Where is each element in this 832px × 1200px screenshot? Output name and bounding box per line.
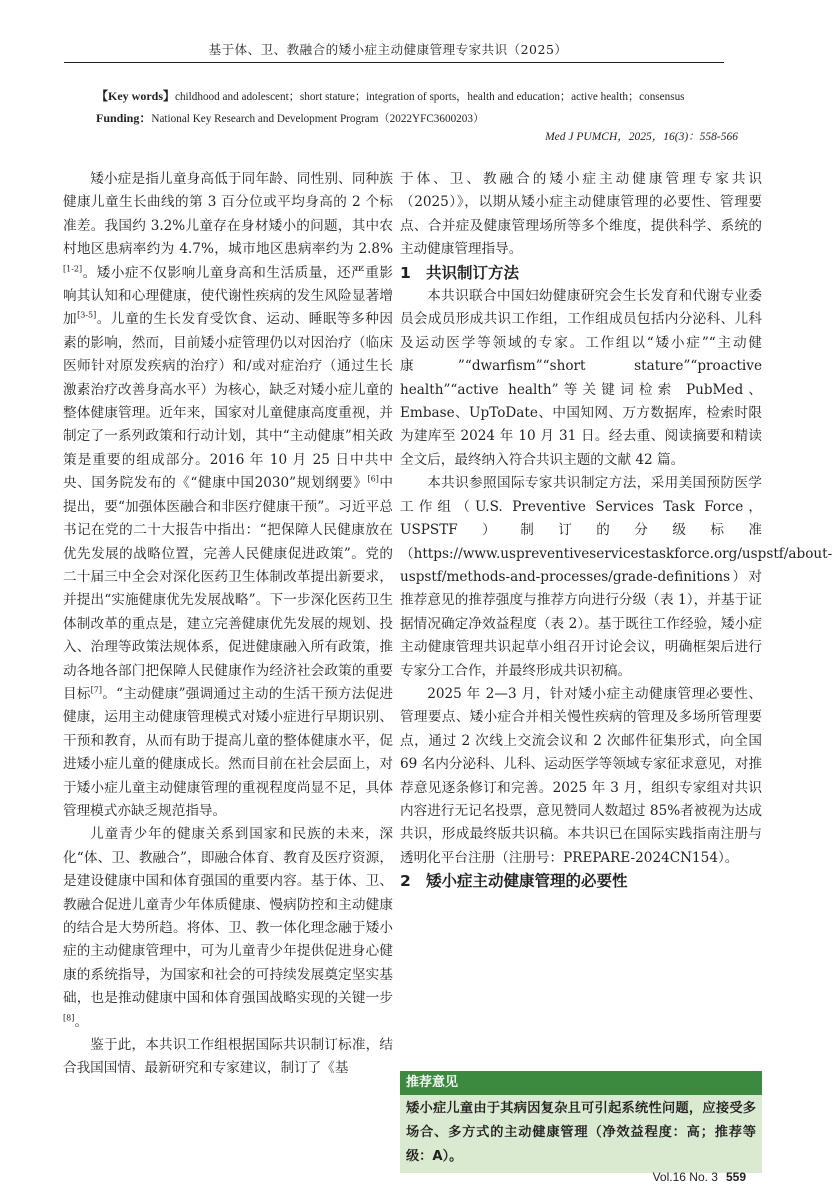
section-1-heading [400,262,762,285]
running-header: 基于体、卫、教融合的矮小症主动健康管理专家共识（2025） [208,42,568,57]
reference-marker: [8] [63,1013,75,1023]
section-1-paragraph-3: 2025 年 2—3 月，针对矮小症主动健康管理必要性、管理要点、矮小症合并相关慢性疾病的管理及多场所管理要点，通过 2 次线上交流会议和 2 次邮件征集形式，向全国 69 名内分泌科、儿科、运动医学等领域专家征求意见，对推荐意见逐条修订和完善。2025 年 3 月，组织专家组对共识内容进行无记名投票，意见赞同人数超过 85%者被视为达成共识，形成最终版共识稿。本共识已在国际实践指南注册与透明化平台注册（注册号：PREPARE-2024CN154）。 [400,685,762,866]
text-run: 。矮小症不仅影响儿童身高和生活质量，还严重影响其认知和心理健康，使代谢性疾病的发生风险显著增加 [63,264,393,328]
intro-paragraph-1 [63,168,393,823]
keywords-label: 【Key words】 [96,89,175,103]
section-1-paragraph-1: 本共识联合中国妇幼健康研究会生长发育和代谢专业委员会成员形成共识工作组，工作组成员包括内分泌科、儿科及运动医学等领域的专家。工作组以“矮小症”“主动健康”“dwarfism”“short stature”“proactive health”“active health”等关键词检索 PubMed、Embase、UpToDate、中国知网、万方数据库，检索时限为建库至 2024 年 10 月 31 日。经去重、阅读摘要和精读全文后，最终纳入符合共识主题的文献 42 篇。 [400,288,762,468]
volume-issue: Vol.16 No. 3 [652,1170,718,1184]
page-footer [653,1170,746,1184]
text-run: 儿童青少年的健康关系到国家和民族的未来，深化“体、卫、教融合”，即融合体育、教育及医疗资源，是建设健康中国和体育强国的重要内容。基于体、卫、教融合促进儿童青少年体质健康、慢病防控和主动健康的结合是大势所趋。将体、卫、教一体化理念融于矮小症的主动健康管理中，可为儿童青少年提供促进身心健康的系统指导，为国家和社会的可持续发展奠定坚实基础，也是推动健康中国和体育强国战略实现的关键一步 [63,826,393,1007]
recommendation-title: 推荐意见 [400,1071,762,1095]
section-title: 共识制订方法 [426,263,520,282]
intro-paragraph-3: 鉴于此，本共识工作组根据国际共识制订标准，结合我国国情、最新研究和专家建议，制订了《基 [63,1037,393,1077]
keywords-line [96,86,736,108]
text-run: 。 [74,1013,88,1030]
section-number: 1 [400,263,411,282]
intro-paragraph-2 [63,823,393,1034]
keywords-text: childhood and adolescent；short stature；integration of sports，health and education；active health；consensus [175,91,685,103]
section-2-heading [400,870,762,893]
reference-marker: [6] [367,474,379,484]
journal-citation: Med J PUMCH，2025，16(3)：558-566 [545,131,738,143]
section-title: 矮小症主动健康管理的必要性 [426,872,628,891]
recommendation-box [400,1071,762,1173]
section-1-paragraph-2: 本共识参照国际专家共识制定方法，采用美国预防医学工作组（U.S. Preventive Services Task Force，USPSTF）制订的分级标准（https://www.uspreventiveservicestaskforce.org/uspstf/about-uspstf/methods-and-processes/grade-definitions）对推荐意见的推荐强度与推荐方向进行分级（表 1），并基于证据情况确定净效益程度（表 2）。基于既往工作经验，矮小症主动健康管理共识起草小组召开讨论会议，明确框架后进行专家分工合作，并最终形成共识初稿。 [400,475,832,679]
header-rule [64,62,724,63]
reference-marker: [7] [90,685,103,695]
text-run: 。儿童的生长发育受饮食、运动、睡眠等多种因素的影响，然而，目前矮小症管理仍以对因治疗（临床医师针对原发疾病的治疗）和/或对症治疗（通过生长激素治疗改善身高水平）为核心，缺乏对矮小症儿童的整体健康管理。近年来，国家对儿童健康高度重视，并制定了一系列政策和行动计划，其中“主动健康”相关政策是重要的组成部分。2016 年 10 月 25 日中共中央、国务院发布的《“健康中国2030”规划纲要》 [63,311,394,492]
text-run: 中提出，要“加强体医融合和非医疗健康干预”。习近平总书记在党的二十大报告中指出：“把保障人民健康放在优先发展的战略位置，完善人民健康促进政策”。党的二十届三中全会对深化医药卫生体制改革提出新要求，并提出“实施健康优先发展战略”。下一步深化医药卫生体制改革的重点是，建立完善健康优先发展的规划、投入、治理等政策法规体系，促进健康融入所有政策，推动各地各部门把保障人民健康作为经济社会政策的重要目标 [63,475,394,702]
text-run: 矮小症是指儿童身高低于同年龄、同性别、同种族健康儿童生长曲线的第 3 百分位或平均身高的 2 个标准差。我国约 3.2%儿童存在身材矮小的问题，其中农村地区患病率约为 4.7%，城市地区患病率约为 2.8% [63,171,393,258]
left-column [63,168,393,1081]
page-number: 559 [725,1170,746,1184]
right-column [400,168,832,894]
intro-paragraph-3-continued: 于体、卫、教融合的矮小症主动健康管理专家共识（2025）》，以期从矮小症主动健康管理的必要性、管理要点、合并症及健康管理场所等多个维度，提供科学、系统的主动健康管理指导。 [400,171,762,258]
reference-marker: [1-2] [63,264,83,274]
keywords-block [96,86,736,130]
text-run: 。“主动健康”强调通过主动的生活干预方法促进健康，运用主动健康管理模式对矮小症进行早期识别、干预和教育，从而有助于提高儿童的整体健康水平，促进矮小症儿童的健康成长。然而目前在社会层面上，对于矮小症儿童主动健康管理的重视程度尚显不足，具体管理模式亦缺乏规范指导。 [63,685,394,819]
section-number: 2 [400,872,411,891]
funding-text: National Key Research and Development Program（2022YFC3600203） [151,113,485,125]
recommendation-body: 矮小症儿童由于其病因复杂且可引起系统性问题，应接受多场合、多方式的主动健康管理（净效益程度：高；推荐等级：A）。 [406,1101,756,1164]
funding-label: Funding： [96,111,152,125]
funding-line [96,108,736,130]
reference-marker: [3-5] [77,310,97,320]
